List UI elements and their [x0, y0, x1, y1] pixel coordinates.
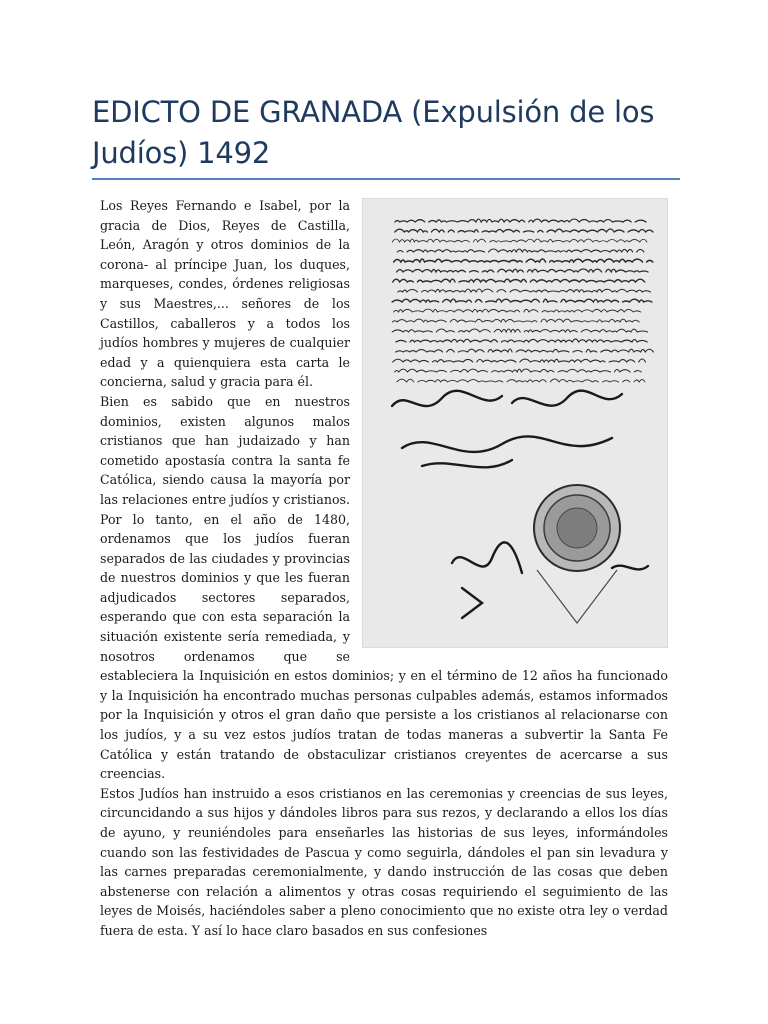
title-underline	[92, 178, 680, 180]
paragraph-1: Los Reyes Fernando e Isabel, por la gracia de Dios, Reyes de Castilla, León, Aragón y otros dominios de la corona- al príncipe Juan, los duques, marqueses, condes, órdenes religiosas y sus Maestres,... señores de los Castillos, caballeros y a todos los judíos hombres y mujeres de cualquier edad y a quienquiera esta carta le concierna, salud y gracia para él.	[100, 198, 350, 390]
document-title: EDICTO DE GRANADA (Expulsión de los Judíos) 1492	[92, 95, 655, 170]
paragraph-3: Estos Judíos han instruido a esos cristianos en las ceremonias y creencias de sus leyes, circuncidando a sus hijos y dándoles libros para sus rezos, y declarando a ellos los días de ayuno, y reuniéndoles para enseñarles las historias de sus leyes, informándoles cuando son las festividades de Pascua y como seguirla, dándoles el pan sin levadura y las carnes preparadas ceremonialmente, y dando instrucción de las cosas que deben abstenerse con relación a alimentos y otras cosas requiriendo el seguimiento de las leyes de Moisés, haciéndoles saber a pleno conocimiento que no existe otra ley o verdad fuera de esta. Y así lo hace claro basados en sus confesiones	[100, 785, 668, 938]
paragraph-2: Bien es sabido que en nuestros dominios, existen algunos malos cristianos que han judaizado y han cometido apostasía contra la santa fe Católica, siendo causa la mayoría por las relaciones entre judíos y cristianos. Por lo tanto, en el año de 1480, ordenamos que los judíos fueran separados de las ciudades y provincias de nuestros dominios y que les fueran adjudicados sectores separados, esperando que con esta separación la situación existente sería remediada, y nosotros ordenamos que se estableciera la Inquisición en estos dominios; y en el término de 12 años ha funcionado y la Inquisición ha encontrado muchas personas culpables además, estamos informados por la Inquisición y otros el gran daño que persiste a los cristianos al relacionarse con los judíos, y a su vez estos judíos tratan de todas maneras a subvertir la Santa Fe Católica y están tratando de obstaculizar cristianos creyentes de acercarse a sus creencias.	[100, 393, 668, 782]
document-body	[100, 196, 668, 941]
edict-manuscript-image	[362, 198, 668, 648]
